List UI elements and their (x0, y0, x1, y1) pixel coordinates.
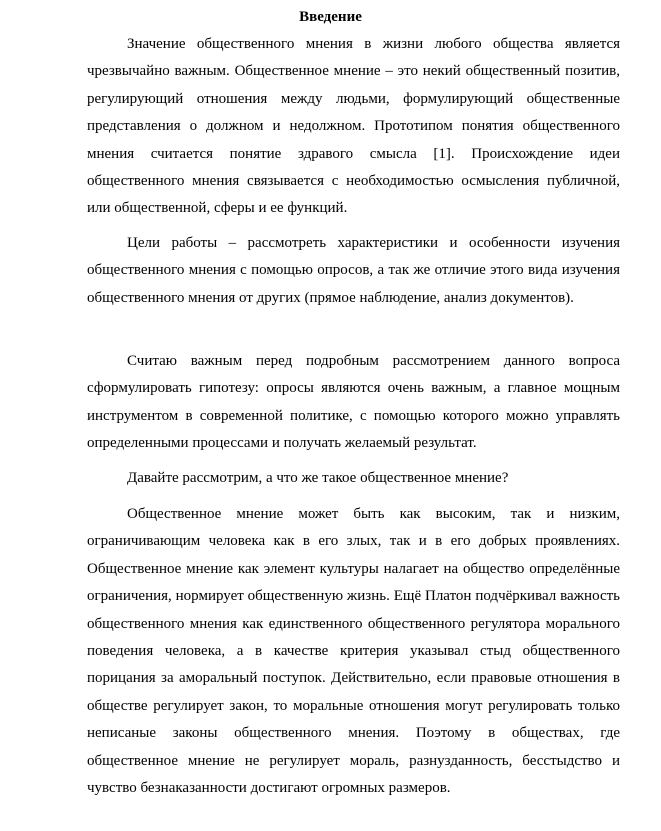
paragraph-question: Давайте рассмотрим, а что же такое общественное мнение? (127, 470, 509, 486)
paragraph-hypothesis: Считаю важным перед подробным рассмотрением данного вопроса сформулировать гипотезу: опросы являются очень важным, а главное мощным инструментом в современной политике, с помощью которого можно управлять определенными процессами и получать желаемый результат. (87, 353, 620, 452)
paragraph-work-goals: Цели работы – рассмотреть характеристики и особенности изучения общественного мнения с помощью опросов, а так же отличие этого вида изучения общественного мнения от других (прямое наблюдение, анализ документов). (87, 235, 620, 306)
paragraph-public-opinion-morality: Общественное мнение может быть как высоким, так и низким, ограничивающим человека как в его злых, так и в его добрых проявлениях. Общественное мнение как элемент культуры налагает на общество определённые ограничения, нормирует общественную жизнь. Ещё Платон подчёркивал важность общественного мнения как единственного общественного регулятора морального поведения человека, а в качестве критерия указывал стыд общественного порицания за аморальный поступок. Действительно, если правовые отношения в обществе регулирует закон, то моральные отношения могут регулировать только неписаные законы общественного мнения. Поэтому в обществах, где общественное мнение не регулирует мораль, разнузданность, бесстыдство и чувство безнаказанности достигают огромных размеров. (87, 506, 620, 797)
paragraph-introduction-significance: Значение общественного мнения в жизни любого общества является чрезвычайно важным. Общественное мнение – это некий общественный позитив, регулирующий отношения между людьми, формулирующий общественные представления о должном и недолжном. Прототипом понятия общественного мнения считается понятие здравого смысла [1]. Происхождение идеи общественного мнения связывается с необходимостью осмысления публичной, или общественной, сферы и ее функций. (87, 36, 620, 217)
page-title: Введение (299, 9, 362, 25)
